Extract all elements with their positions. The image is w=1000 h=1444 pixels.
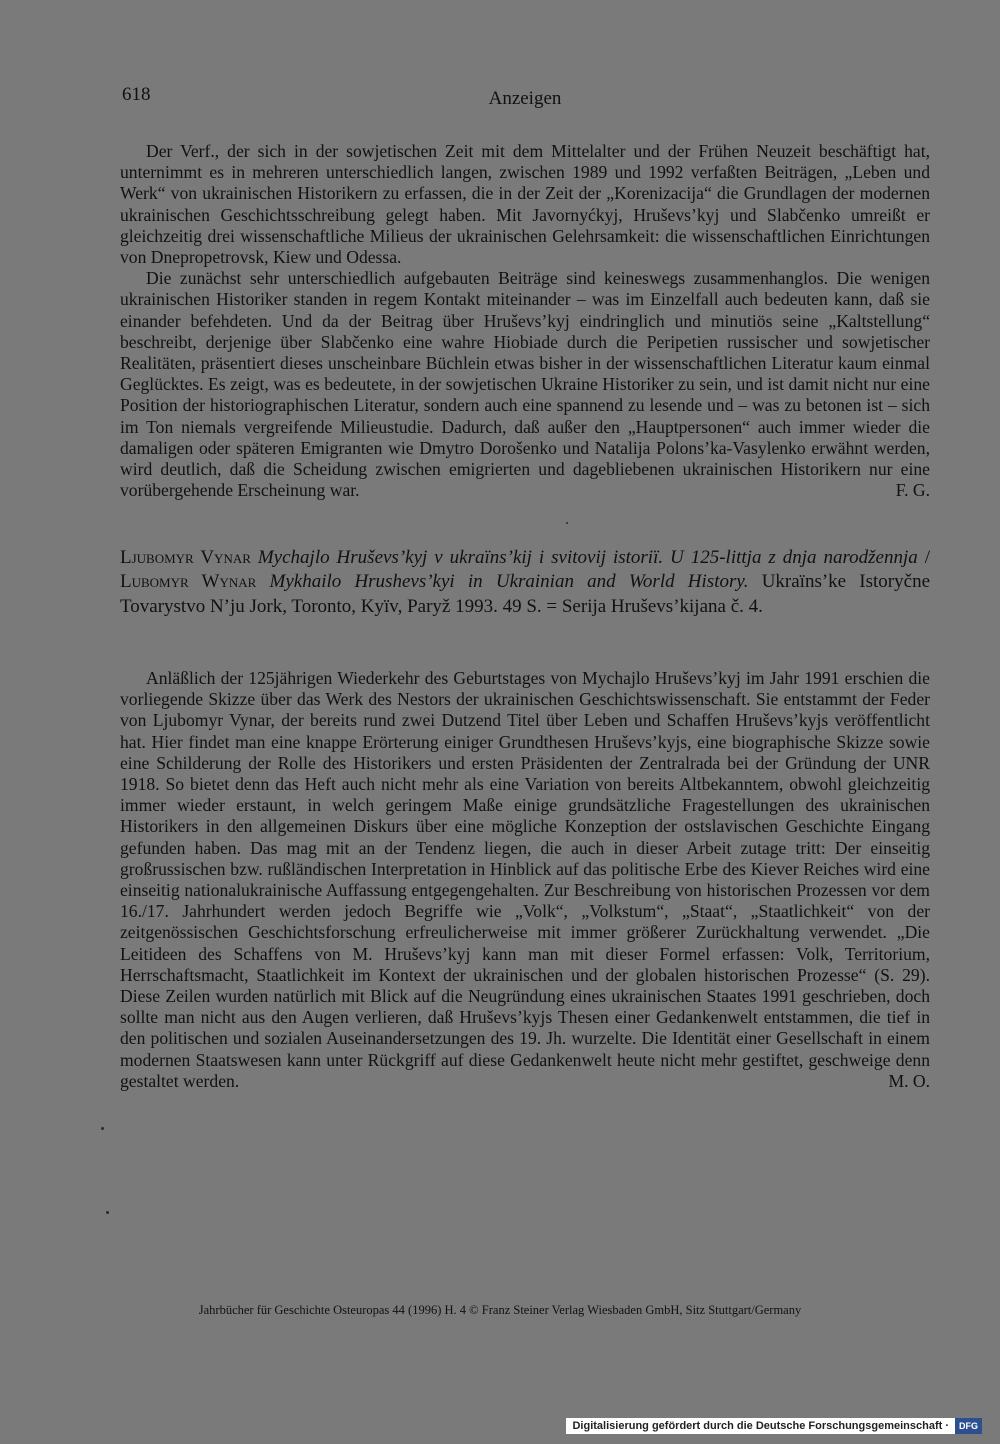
review-1 — [120, 141, 930, 501]
review-1-signature: F. G. — [895, 480, 930, 501]
review-1-paragraph-1: Der Verf., der sich in der sowjetischen Zeit mit dem Mittelalter und der Frühen Neuzeit beschäftigt hat, unternimmt es in mehreren unterschiedlich langen, zwischen 1989 und 1992 verfaßten Beiträgen, „Leben und Werk“ von ukrainischen Historikern zu erfassen, die in der Zeit der „Korenizacija“ die Grundlagen der modernen ukrainischen Geschichtsschreibung gelegt haben. Mit Javornyćkyj, Hruševs’kyj und Slabčenko umreißt er gleichzeitig drei wissenschaftliche Milieus der ukrainischen Gelehrsamkeit: die wissenschaftlichen Einrichtungen von Dnepropetrovsk, Kiew und Odessa. — [120, 141, 930, 268]
review-2-signature: M. O. — [888, 1070, 930, 1091]
review-2-paragraph-1 — [120, 668, 930, 1092]
review-2-paragraph-1-text: Anläßlich der 125jährigen Wiederkehr des Geburtstages von Mychajlo Hruševs’kyj im Jahr 1991 erschien die vorliegende Skizze über das Werk des Nestors der ukrainischen Geschichtswissenschaft. Sie entstammt der Feder von Ljubomyr Vynar, der bereits rund zwei Dutzend Titel über Leben und Schaffen Hruševs’kyjs veröffentlicht hat. Hier findet man eine knappe Erörterung einiger Grundthesen Hruševs’kyjs, eine biographische Skizze sowie eine Schilderung der Rolle des Historikers und ersten Präsidenten der Zentralrada bei der Gründung der UNR 1918. So bietet denn das Heft auch nicht mehr als eine Variation von bereits Altbekanntem, obwohl gleichzeitig immer wieder erstaunt, in welch geringem Maße einige grundsätzliche Fragestellungen des ukrainischen Historikers in den allgemeinen Diskurs über eine mögliche Konzeption der ostslavischen Geschichte Eingang gefunden haben. Das mag mit an der Tendenz liegen, die auch in dieser Arbeit zutage tritt: Der einseitig großrussischen bzw. rußländischen Interpretation in Hinblick auf das politische Erbe des Kiever Reiches wird eine einseitig nationalukrainische Auffassung entgegengehalten. Zur Beschreibung von historischen Prozessen vor dem 16./17. Jahrhundert werden jedoch Begriffe wie „Volk“, „Volkstum“, „Staat“, „Staatlichkeit“ von der zeitgenössischen Geschichtsforschung erfreulicherweise mit immer größerer Zurückhaltung verwendet. „Die Leitideen des Schaffens von M. Hruševs’kyj kann man mit dieser Formel erfassen: Volk, Territorium, Herrschaftsmacht, Staatlichkeit im Kontext der ukrainischen und der globalen historischen Prozesse“ (S. 29). Diese Zeilen wurden natürlich mit Blick auf die Neugründung eines ukrainischen Staates 1991 geschrieben, doch sollte man nicht aus den Augen verlieren, daß Hruševs’kyjs Thesen einer Gedankenwelt entstammen, die tief in den politischen und sozialen Auseinandersetzungen des 19. Jh. wurzelte. Die Identität einer Gesellschaft in einem modernen Staatswesen kann unter Rückgriff auf diese Gedankenwelt heute nicht mehr gestiftet, geschweige denn gestaltet werden. — [120, 668, 930, 1091]
scan-speck — [101, 1127, 104, 1130]
citation-title-1: Mychajlo Hruševs’kyj v ukraïns’kij i svitovij istoriï. U 125-littja z dnja narodžennja — [257, 547, 918, 568]
digitization-label: Digitalisierung gefördert durch die Deutsche Forschungsgemeinschaft · — [572, 1420, 949, 1432]
citation-publication: Ukraïns’ke Istoryčne Tovarystvo N’ju Jork, Toronto, Kyïv, Paryž 1993. 49 S. = Serija Hruševs’kijana č. 4. — [120, 571, 931, 617]
scan-speck — [566, 522, 568, 524]
review-1-paragraph-2 — [120, 268, 930, 501]
dfg-logo-icon: DFG — [955, 1418, 982, 1434]
citation-separator: / — [917, 547, 931, 568]
review-1-paragraph-2-text: Die zunächst sehr unterschiedlich aufgebauten Beiträge sind keineswegs zusammenhanglos. Die wenigen ukrainischen Historiker standen in regem Kontakt miteinander – was im Einzelfall auch bedeuten kann, daß sie einander befehdeten. Und da der Beitrag über Hruševs’kyj eindringlich und minutiös seine „Kaltstellung“ beschreibt, derjenige über Slabčenko eine wahre Hiobiade durch die Peripetien russischer und sowjetischer Realitäten, präsentiert dieses unscheinbare Büchlein etwas bisher in der wissenschaftlichen Literatur kaum einmal Geglücktes. Es zeigt, was es bedeutete, in der sowjetischen Ukraine Historiker zu sein, und ist damit nicht nur eine Position der historiographischen Literatur, sondern auch eine spannend zu lesende und – was zu betonen ist – sich im Ton niemals vergreifende Milieustudie. Dadurch, daß außer den „Hauptpersonen“ auch immer wieder die damaligen oder späteren Emigranten wie Dmytro Dorošenko und Natalija Polons’ka-Vasylenko erwähnt werden, wird deutlich, daß die Scheidung zwischen emigrierten und dagebliebenen ukrainischen Historikern nur eine vorübergehende Erscheinung war. — [120, 268, 930, 501]
citation-author-1: Ljubomyr Vynar — [120, 547, 251, 568]
journal-footer: Jahrbücher für Geschichte Osteuropas 44 (1996) H. 4 © Franz Steiner Verlag Wiesbaden GmbH, Sitz Stuttgart/Germany — [198, 1303, 802, 1317]
page-number: 618 — [122, 84, 151, 105]
citation-author-2: Lubomyr Wynar — [120, 571, 257, 593]
running-title: Anzeigen — [488, 88, 562, 109]
review-2 — [120, 668, 930, 1092]
scan-speck — [106, 1211, 109, 1214]
page-header — [120, 84, 930, 114]
digitization-credit[interactable] — [566, 1418, 982, 1434]
book-citation — [120, 546, 930, 619]
citation-title-2: Mykhailo Hrushevs’kyi in Ukrainian and World History. — [269, 571, 749, 593]
